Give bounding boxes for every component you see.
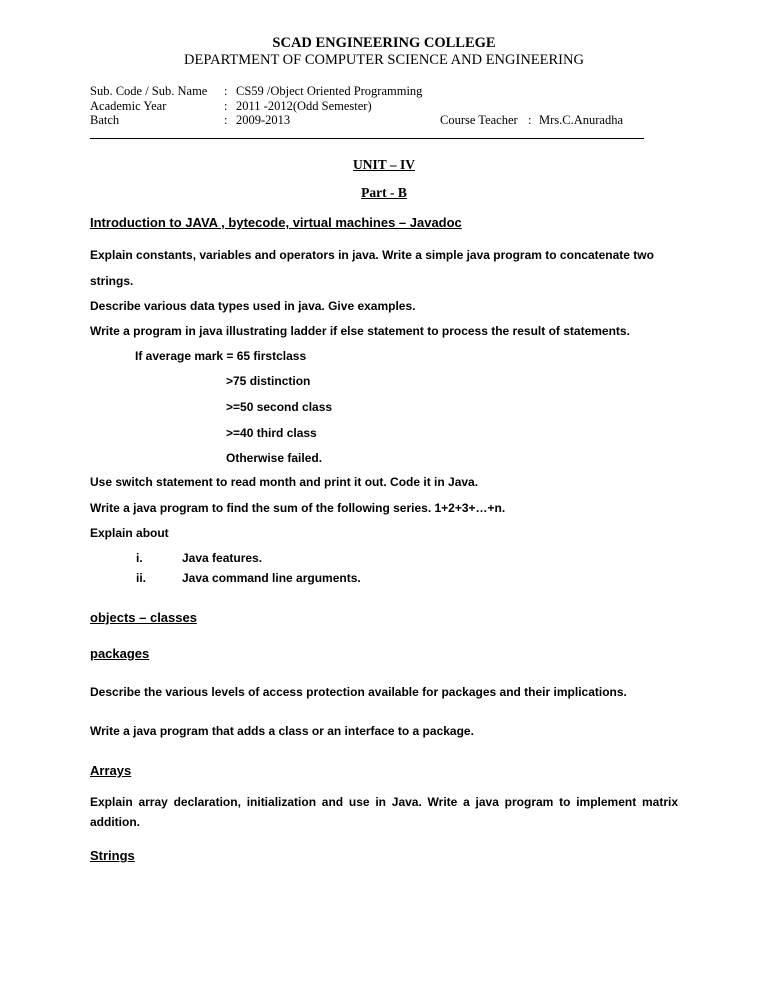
question-text: strings. (90, 274, 134, 288)
meta-value-subject: CS59 /Object Oriented Programming (236, 84, 423, 98)
section-heading-objects: objects – classes (90, 610, 197, 625)
course-teacher-label: Course Teacher (440, 113, 518, 127)
meta-colon: : (224, 99, 228, 113)
meta-label-batch: Batch (90, 113, 120, 127)
question-text: Write a program in java illustrating ladder if else statement to process the result of statements. (90, 324, 630, 338)
ladder-line: >=50 second class (226, 400, 333, 414)
list-item-text: Java features. (182, 551, 263, 565)
question-text: Explain about (90, 526, 169, 540)
meta-value-academic-year: 2011 -2012(Odd Semester) (236, 99, 372, 113)
ladder-line: >=40 third class (226, 426, 317, 440)
meta-label-academic-year: Academic Year (90, 99, 167, 113)
section-heading-arrays: Arrays (90, 763, 132, 778)
meta-label-subject: Sub. Code / Sub. Name (90, 84, 208, 98)
question-text: Describe various data types used in java. Give examples. (90, 299, 416, 313)
list-item-number: i. (136, 551, 143, 565)
ladder-line: Otherwise failed. (226, 451, 323, 465)
college-name: SCAD ENGINEERING COLLEGE (272, 35, 496, 51)
meta-colon: : (224, 113, 228, 127)
list-item-number: ii. (136, 571, 147, 585)
question-text: Write a java program to find the sum of the following series. 1+2+3+…+n. (90, 501, 506, 515)
unit-title: UNIT – IV (352, 157, 415, 172)
list-item-text: Java command line arguments. (182, 571, 361, 585)
ladder-line: If average mark = 65 firstclass (135, 349, 307, 363)
meta-value-batch: 2009-2013 (236, 113, 291, 127)
meta-colon: : (528, 113, 532, 127)
course-teacher-name: Mrs.C.Anuradha (539, 113, 624, 127)
question-text: Explain constants, variables and operators in java. Write a simple java program to concatenate two (90, 248, 654, 262)
section-heading-intro: Introduction to JAVA , bytecode, virtual machines – Javadoc (90, 215, 462, 230)
meta-colon: : (224, 84, 228, 98)
question-text: Explain array declaration, initialization and use in Java. Write a java program to implement matrix addition. (90, 795, 678, 829)
part-title: Part - B (361, 185, 407, 200)
header-divider (90, 138, 644, 139)
question-text: Use switch statement to read month and print it out. Code it in Java. (90, 475, 479, 489)
department-name: DEPARTMENT OF COMPUTER SCIENCE AND ENGINEERING (184, 52, 584, 68)
question-text: Describe the various levels of access protection available for packages and their implications. (90, 685, 627, 699)
section-heading-packages: packages (90, 646, 150, 661)
section-heading-strings: Strings (90, 848, 135, 863)
question-text: Write a java program that adds a class or an interface to a package. (90, 724, 474, 738)
ladder-line: >75 distinction (226, 374, 311, 388)
